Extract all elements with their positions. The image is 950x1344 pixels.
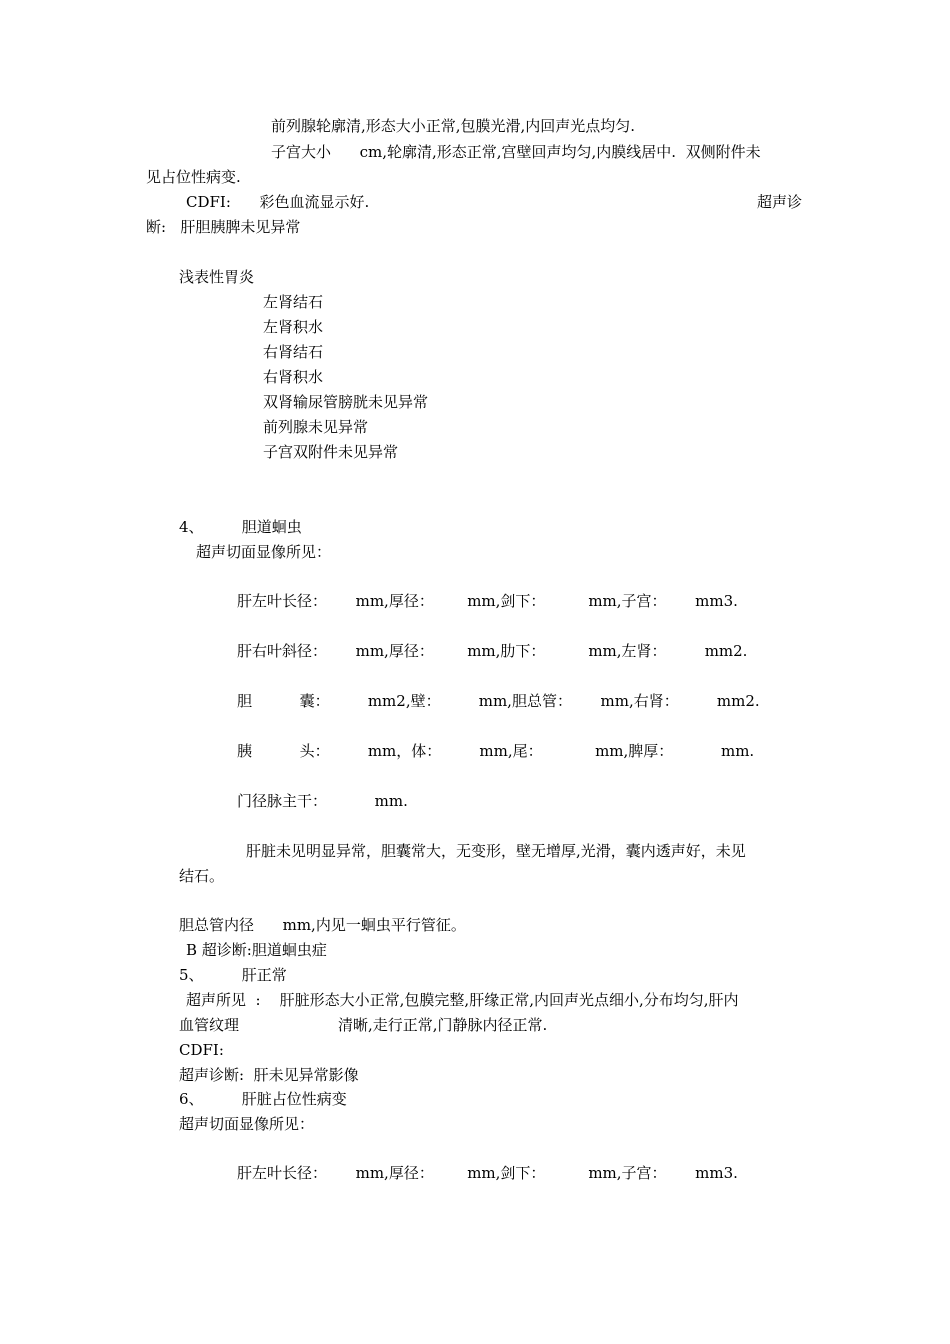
liver-findings-cont-a: 血管纹理 [179, 1016, 240, 1034]
diagnosis-label: 超声诊 [757, 193, 803, 211]
b-ultrasound-diagnosis: B 超诊断:胆道蛔虫症 [186, 941, 327, 959]
measurement-row-1: 肝左叶长径： mm,厚径： mm,剑下： mm,子宫： mm3. [237, 592, 738, 610]
cdfi-label: CDFI: [179, 1041, 224, 1059]
right-hydronephrosis: 右肾积水 [263, 368, 324, 386]
gallbladder-description: 肝脏未见明显异常，胆囊常大，无变形，壁无增厚,光滑，囊内透声好，未见 [246, 842, 746, 860]
liver-diagnosis: 超声诊断: 肝未见异常影像 [179, 1066, 359, 1084]
left-kidney-stone: 左肾结石 [263, 293, 324, 311]
measurement-row-2: 肝右叶斜径： mm,厚径： mm,肋下： mm,左肾： mm2. [237, 642, 748, 660]
superficial-gastritis: 浅表性胃炎 [179, 268, 255, 286]
liver-findings-cont-b: 清晰,走行正常,门静脉内径正常. [338, 1016, 548, 1034]
cdfi-line: CDFI: 彩色血流显示好. [186, 193, 370, 211]
measurement-row-3: 胆 囊： mm2,壁： mm,胆总管： mm,右肾： mm2. [237, 692, 760, 710]
uterus-description-cont: 见占位性病变. [146, 168, 241, 186]
uterus-normal: 子宫双附件未见异常 [263, 443, 399, 461]
section-5-heading: 5、 肝正常 [179, 966, 287, 984]
diagnosis-liver-normal: 断: 肝胆胰脾未见异常 [146, 218, 301, 236]
common-bile-duct-line: 胆总管内径 mm,内见一蛔虫平行管征。 [179, 916, 466, 934]
uterus-description: 子宫大小 cm,轮廓清,形态正常,宫壁回声均匀,内膜线居中. 双侧附件未 [271, 143, 761, 161]
urinary-normal: 双肾输尿管膀胱未见异常 [263, 393, 429, 411]
gallbladder-description-cont: 结石。 [179, 867, 225, 885]
left-hydronephrosis: 左肾积水 [263, 318, 324, 336]
prostate-normal: 前列腺未见异常 [263, 418, 369, 436]
measurement-row-4: 胰 头： mm，体： mm,尾： mm,脾厚： mm. [237, 742, 755, 760]
ultrasound-findings-label-2: 超声切面显像所见： [179, 1115, 315, 1133]
prostate-description: 前列腺轮廓清,形态大小正常,包膜光滑,内回声光点均匀. [271, 117, 636, 135]
section-4-heading: 4、 胆道蛔虫 [179, 518, 302, 536]
section-6-heading: 6、 肝脏占位性病变 [179, 1090, 347, 1108]
measurement-row-6: 肝左叶长径： mm,厚径： mm,剑下： mm,子宫： mm3. [237, 1164, 738, 1182]
ultrasound-findings-label: 超声切面显像所见： [196, 543, 332, 561]
right-kidney-stone: 右肾结石 [263, 343, 324, 361]
liver-findings: 超声所见 : 肝脏形态大小正常,包膜完整,肝缘正常,内回声光点细小,分布均匀,肝内 [186, 991, 739, 1009]
measurement-row-5: 门径脉主干： mm. [237, 792, 408, 810]
